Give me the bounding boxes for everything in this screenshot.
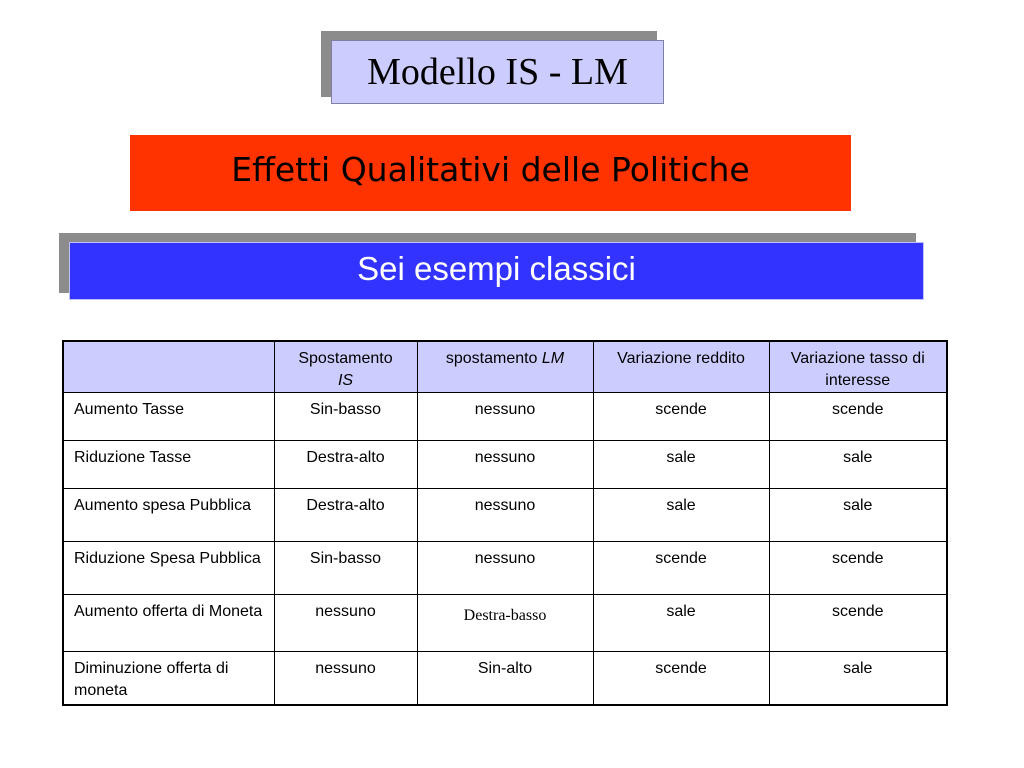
cell-is: nessuno: [274, 652, 417, 706]
header-spostamento-is-line1: Spostamento: [298, 350, 393, 367]
header-spostamento-lm-prefix: spostamento: [445, 350, 542, 367]
cell-tasso: sale: [769, 441, 947, 489]
row-label: Riduzione Tasse: [63, 441, 274, 489]
cell-lm: nessuno: [417, 489, 593, 542]
row-label: Aumento spesa Pubblica: [63, 489, 274, 542]
table-row: [63, 652, 947, 706]
cell-lm: nessuno: [417, 441, 593, 489]
table-row: [63, 489, 947, 542]
header-empty: [63, 341, 274, 393]
cell-is: Destra-alto: [274, 441, 417, 489]
cell-is: nessuno: [274, 595, 417, 652]
header-spostamento-lm-italic: LM: [541, 350, 565, 367]
header-variazione-reddito: Variazione reddito: [593, 341, 769, 393]
cell-tasso: scende: [769, 542, 947, 595]
cell-is: Sin-basso: [274, 393, 417, 441]
row-label: Riduzione Spesa Pubblica: [63, 542, 274, 595]
cell-tasso: scende: [769, 393, 947, 441]
slide-title: Modello IS - LM: [331, 40, 664, 104]
cell-lm: Destra-basso: [417, 595, 593, 652]
cell-tasso: sale: [769, 652, 947, 706]
cell-reddito: scende: [593, 393, 769, 441]
cell-reddito: scende: [593, 652, 769, 706]
row-label: Diminuzione offerta di moneta: [63, 652, 274, 706]
header-spostamento-lm: [417, 341, 593, 393]
cell-lm: Sin-alto: [417, 652, 593, 706]
examples-banner: Sei esempi classici: [69, 242, 924, 300]
cell-lm: nessuno: [417, 542, 593, 595]
table-row: [63, 441, 947, 489]
table-row: [63, 393, 947, 441]
row-label: Aumento Tasse: [63, 393, 274, 441]
header-variazione-tasso: Variazione tasso di interesse: [769, 341, 947, 393]
slide-subtitle: Effetti Qualitativi delle Politiche: [130, 135, 851, 211]
policy-effects-table: [62, 340, 948, 706]
header-spostamento-is-line2: IS: [337, 372, 354, 389]
cell-tasso: scende: [769, 595, 947, 652]
table-header-row: [63, 341, 947, 393]
table-row: [63, 595, 947, 652]
header-spostamento-is: [274, 341, 417, 393]
cell-reddito: sale: [593, 441, 769, 489]
row-label: Aumento offerta di Moneta: [63, 595, 274, 652]
table-row: [63, 542, 947, 595]
cell-is: Destra-alto: [274, 489, 417, 542]
cell-is: Sin-basso: [274, 542, 417, 595]
cell-reddito: scende: [593, 542, 769, 595]
cell-reddito: sale: [593, 595, 769, 652]
cell-lm: nessuno: [417, 393, 593, 441]
cell-reddito: sale: [593, 489, 769, 542]
cell-tasso: sale: [769, 489, 947, 542]
